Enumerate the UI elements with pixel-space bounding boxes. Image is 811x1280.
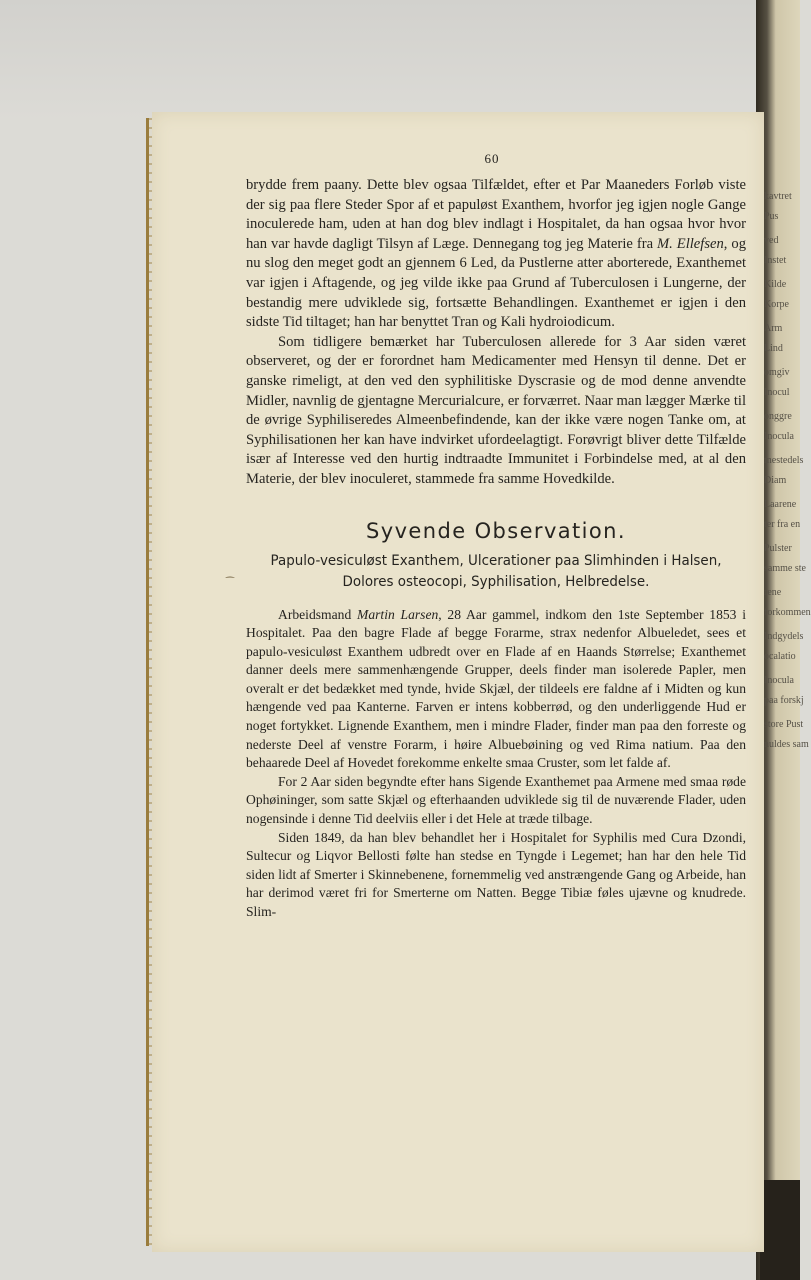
bleed-fragment: Instet — [764, 255, 787, 266]
bleed-fragment: nuldes sam — [764, 739, 809, 750]
text-run: , 28 Aar gammel, indkom den 1ste September 1853 i Hospitalet. Paa den bagre Flade af begge Forarme, strax nedenfor Albueledet, sees et papulo-vesiculøst Exanthem udbredt over en Flade af en Haands Størrelse; Exanthemet danner deels mere sammenhængende Grupper, deels finder man isolerede Papler, men overalt er det bedækket med tynde, hvide Skjæl, der tildeels ere faldne af i Midten og kun hængende ved paa Kanterne. Farven er intens kobberrød, og den underliggende Hud er noget fortykket. Lignende Exanthem, men i mindre Flader, finder man paa den forreste og nederste Deel af venstre Forarm, i høire Albuebøining og ved Rima natium. Paa den behaarede Deel af Hovedet forekomme enkelte smaa Cruster, som let falde af. — [246, 606, 746, 771]
bleed-fragment: kavtret — [764, 191, 792, 202]
paragraph-p1 — [246, 176, 746, 333]
bleed-fragment: samme ste — [764, 563, 806, 574]
section-heading: Syvende Observation. — [366, 518, 626, 543]
page-number: 60 — [484, 151, 500, 166]
paragraph-p2 — [246, 333, 746, 490]
binding-shadow — [760, 1180, 800, 1280]
bleed-fragment: onggre — [764, 411, 792, 422]
bleed-fragment: ter fra en — [764, 519, 801, 530]
margin-mark: ⁀ — [226, 578, 235, 589]
section-subheading — [266, 550, 726, 592]
case-report-paragraphs — [246, 606, 746, 922]
bleed-fragment: ved — [764, 235, 779, 246]
bleed-fragment: Inocula — [764, 431, 794, 442]
bleed-fragment: Laarene — [764, 499, 797, 510]
text-run: Arbeidsmand — [278, 606, 357, 622]
text-run: Siden 1849, da han blev behandlet her i Hospitalet for Syphilis med Cura Dzondi, Sultecur og Liqvor Bellosti følte han stedse en Tyngde i Legemet; han har den hele Tid siden lidt af Smerter i Skinnebenene, fornemmelig ved anstrængende Gang og Arbeide, han har derimod været fri for Smerterne om Natten. Begge Tibiæ føles ujævne og knudrede. Slim- — [246, 829, 746, 919]
bleed-fragment: Indgydels — [764, 631, 804, 642]
text-run: brydde frem paany. Dette blev ogsaa Tilfældet, efter et Par Maaneders Forløb viste der sig paa flere Steder Spor af et papuløst Exanthem, hvorfor jeg igjen nogle Gange inoculerede ham, uden at han dog blev indlagt i Hospitalet, da han ogsaa hvor hvor han var havde dagligt Tilsyn af Læge. Dennegang tog jeg Materie fra — [246, 177, 746, 252]
bleed-fragment: Kilde — [764, 279, 787, 290]
bleed-fragment: forkommen — [764, 607, 811, 618]
scanner-background — [0, 0, 800, 120]
bleed-fragment: Lind — [764, 343, 783, 354]
paragraph-c3 — [246, 829, 746, 922]
text-run: Som tidligere bemærket har Tuberculosen allerede for 3 Aar siden været observeret, og der er forordnet ham Medicamenter med Hensyn til denne. Det er ganske rimeligt, at den ved den syphilitiske Dyscrasie og de mod denne anvendte Midler, navnlig de gjentagne Mercurialcure, er forværret. Naar man lægger Mærke til de øvrige Syphiliseredes Almeenbefindende, kan der ikke være nogen Tanke om, at Syphilisationen her kan have indvirket ufordeelagtigt. Forøvrigt bliver dette Tilfælde især af Interesse ved den hurtig indtraadte Immunitet i Forbindelse med, at al den Materie, der blev inoculeret, stammede fra samme Hovedkilde. — [246, 333, 746, 487]
subheading-line: Dolores osteocopi, Syphilisation, Helbredelse. — [342, 572, 650, 590]
text-run: , og nu slog den meget godt an gjennem 6 Led, da Pustlerne atter aborterede, Exanthemet var igjen i Aftagende, og jeg vilde ikke paa Grund af Tuberculosen i Lungerne, der bestandig mere udviklede sig, fortsætte Behandlingen. Exanthemet er igjen i den sidste Tid tiltaget; han har benyttet Tran og Kali hydroiodicum. — [246, 235, 746, 331]
bleed-fragment: rene — [764, 587, 782, 598]
bleed-fragment: Inocul — [764, 387, 790, 398]
bleed-fragment: mestedels — [764, 455, 804, 466]
person-name: Martin Larsen — [357, 606, 439, 622]
paragraph-c2 — [246, 773, 746, 829]
bleed-fragment: Korpe — [764, 299, 789, 310]
bleed-fragment: paa forskj — [764, 695, 804, 706]
subheading-line: Papulo-vesiculøst Exanthem, Ulcerationer paa Slimhinden i Halsen, — [270, 551, 722, 569]
adjacent-page-bleed — [764, 190, 811, 750]
bleed-fragment: Arm — [764, 323, 783, 334]
bleed-fragment: Inocula — [764, 675, 794, 686]
bleed-fragment: Pus — [764, 211, 779, 222]
person-name: M. Ellefsen — [657, 235, 724, 252]
bleed-fragment: Diam — [764, 475, 787, 486]
paragraph-c1 — [246, 606, 746, 773]
bleed-fragment: omgiv — [764, 367, 790, 378]
bleed-fragment: store Pust — [764, 719, 804, 730]
body-paragraphs — [246, 176, 746, 490]
page-text-block — [246, 150, 746, 922]
text-run: For 2 Aar siden begyndte efter hans Sigende Exanthemet paa Armene med smaa røde Ophøininger, som satte Skjæl og efterhaanden udviklede sig til de nuværende Flader, uden nogensinde i denne Tid deelviis eller i det Hele at træde tilbage. — [246, 773, 746, 827]
bleed-fragment: Pulster — [764, 543, 792, 554]
bleed-fragment: ocalatio — [764, 651, 796, 662]
